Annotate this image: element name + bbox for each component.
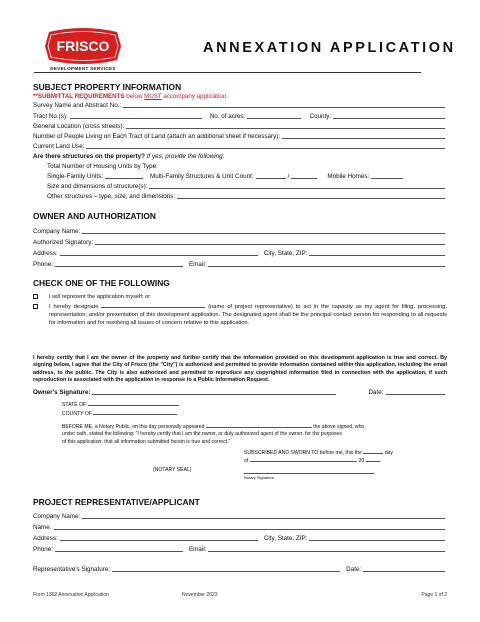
location-row [33, 121, 447, 130]
rep-phone-field[interactable] [55, 546, 183, 552]
notary-day-field[interactable] [363, 449, 383, 454]
notary-county: COUNTY OF [62, 410, 177, 419]
notary-sworn: SUBSCRIBED AND SWORN TO before me, this the day [244, 450, 393, 456]
owner-signature-row [33, 387, 447, 396]
rep-signature-label: Representative's Signature: [33, 565, 111, 573]
rep-name-row [33, 522, 447, 531]
owner-date-label: Date: [368, 388, 384, 396]
rep-phone-row [33, 544, 447, 553]
rep-address-row [33, 533, 447, 542]
certification-text: I hereby certify that I am the owner of the property and further certify that the information provided on this development application is true and correct. By signing below, I agree that the City of Frisco (the "City") is authorized and permitted to provide information contained within this application, including the email address, to the public. The City is also authorized and permitted to reproduce any copyrighted information filed in connection with the application, if such reproduction is associated with the application in response to a Public Information Request. [33, 355, 447, 383]
notary-seal: (NOTARY SEAL) [153, 467, 192, 473]
option-self [33, 293, 447, 302]
frisco-logo-icon [43, 28, 123, 64]
notary-before: BEFORE ME, a Notary Public, on this day personally appeared the above signed, who, [62, 424, 366, 430]
page-title: ANNEXATION APPLICATION [203, 40, 456, 56]
notary-county-field[interactable] [93, 410, 177, 415]
county-label: County: [309, 112, 332, 120]
size-row [47, 181, 447, 190]
multi-family-units-field[interactable] [291, 173, 317, 179]
owner-phone-field[interactable] [55, 261, 183, 267]
structures-row [33, 151, 447, 160]
notary-person-field[interactable] [206, 423, 312, 428]
rep-date-label: Date: [346, 565, 362, 573]
rep-address-label: Address: [33, 534, 58, 542]
location-field[interactable] [126, 123, 445, 129]
rep-address-field[interactable] [60, 535, 258, 541]
survey-row [33, 100, 447, 109]
location-label: General Location (cross streets): [33, 122, 125, 130]
footer-date: November 2023 [182, 592, 218, 598]
rep-phone-label: Phone: [33, 545, 53, 553]
single-family-field[interactable] [105, 173, 143, 179]
logo-subtext: DEVELOPMENT SERVICES [50, 66, 116, 71]
owner-signature-field[interactable] [92, 389, 336, 395]
structures-hint: If yes, provide the following: [144, 152, 225, 160]
housing-label: Total Number of Housing Units by Type: [47, 162, 158, 170]
notary-of: of , 20 . [244, 458, 382, 464]
logo-text: FRISCO [56, 38, 110, 54]
rep-heading: PROJECT REPRESENTATIVE/APPLICANT [33, 497, 200, 507]
rep-company-row [33, 511, 447, 520]
mobile-homes-field[interactable] [371, 173, 403, 179]
owner-signature-label: Owner's Signature: [33, 388, 91, 396]
other-label: Other structures – type, size, and dimensions: [47, 192, 176, 200]
notary-state-field[interactable] [88, 401, 179, 406]
rep-name-field[interactable] [54, 524, 445, 530]
owner-signatory-label: Authorized Signatory: [33, 238, 94, 246]
rep-signature-field[interactable] [112, 566, 340, 572]
owner-email-label: Email: [188, 260, 207, 268]
survey-field[interactable] [123, 102, 445, 108]
tract-label: Tract No.(s): [33, 112, 68, 120]
option-self-label: I will represent the application myself; or [49, 294, 151, 300]
single-family-label: Single-Family Units: [47, 172, 103, 180]
rep-email-label: Email: [188, 545, 207, 553]
rep-company-label: Company Name: [33, 512, 81, 520]
housing-row [47, 161, 447, 170]
notary-month-field[interactable] [250, 457, 356, 462]
notary-line3: of this application; that all information submitted herein is true and correct." [62, 439, 231, 445]
owner-phone-label: Phone: [33, 260, 53, 268]
other-row [47, 191, 447, 200]
size-label: Size and dimensions of structure(s): [47, 182, 148, 190]
owner-address-field[interactable] [60, 250, 258, 256]
owner-company-field[interactable] [82, 228, 445, 234]
frisco-logo [37, 26, 129, 76]
notary-line2: under oath, stated the following: "I hereby certify that I am the owner, or duly authorized agent of the owner, for the purposes [62, 431, 342, 437]
structures-question: Are there structures on the property? [33, 152, 145, 160]
rep-city-field[interactable] [309, 535, 445, 541]
people-field[interactable] [282, 133, 445, 139]
submittal-note: **SUBMITTAL REQUIREMENTS below MUST accompany application. [33, 93, 228, 100]
people-label: Number of People Living on Each Tract of Land (attach an additional sheet if necessary): [33, 132, 281, 140]
designee-field[interactable] [101, 303, 205, 308]
owner-city-label: City, State, ZIP: [263, 249, 308, 257]
multi-family-structures-field[interactable] [256, 173, 286, 179]
size-field[interactable] [149, 183, 445, 189]
other-field[interactable] [177, 193, 445, 199]
rep-date-field[interactable] [363, 566, 445, 572]
option-self-checkbox[interactable] [33, 294, 38, 299]
multi-family-label: Multi-Family Structures & Unit Count: [150, 172, 254, 180]
notary-year-field[interactable] [366, 457, 380, 462]
owner-signatory-field[interactable] [95, 239, 445, 245]
multi-family-slash: / [287, 172, 290, 180]
tract-row [33, 111, 447, 120]
owner-company-label: Company Name: [33, 227, 81, 235]
owner-signatory-row [33, 237, 447, 246]
owner-phone-row [33, 259, 447, 268]
units-row [47, 171, 447, 180]
owner-date-field[interactable] [386, 389, 445, 395]
rep-city-label: City, State, ZIP: [263, 534, 308, 542]
rep-email-field[interactable] [208, 546, 445, 552]
owner-heading: OWNER AND AUTHORIZATION [33, 211, 156, 221]
land-use-label: Current Land Use: [33, 142, 85, 150]
title-divider [34, 72, 421, 73]
rep-company-field[interactable] [82, 513, 445, 519]
option-designate-text: I hereby designate (name of project representative) to act in the capacity as my agent for filing, processing, representation, and/or presentation of this development application. The designated agent shall be the principal contact person for responding to all requests for information and for resolving all issues of concern relative to this application. [49, 304, 447, 327]
acres-label: No. of acres: [209, 112, 246, 120]
subject-heading: SUBJECT PROPERTY INFORMATION [33, 82, 182, 92]
acres-field[interactable] [247, 113, 301, 119]
owner-company-row [33, 226, 447, 235]
rep-name-label: Name: [33, 523, 52, 531]
tract-field[interactable] [70, 113, 202, 119]
mobile-homes-label: Mobile Homes: [327, 172, 370, 180]
county-field[interactable] [333, 113, 445, 119]
land-use-field[interactable] [86, 143, 445, 149]
option-designate-checkbox[interactable] [33, 304, 38, 309]
notary-state: STATE OF [62, 401, 179, 410]
people-row [33, 131, 447, 140]
footer-form: Form 1362 Annexation Application [33, 592, 109, 598]
rep-signature-row [33, 564, 447, 573]
notary-signature-label: Notary Signature [244, 475, 275, 480]
footer-page: Page 1 of 2 [421, 592, 447, 598]
owner-address-row [33, 248, 447, 257]
check-heading: CHECK ONE OF THE FOLLOWING [33, 278, 170, 288]
land-use-row [33, 141, 447, 150]
owner-email-field[interactable] [208, 261, 445, 267]
owner-address-label: Address: [33, 249, 58, 257]
owner-city-field[interactable] [309, 250, 445, 256]
survey-label: Survey Name and Abstract No.: [33, 101, 122, 109]
option-designate [33, 303, 447, 343]
